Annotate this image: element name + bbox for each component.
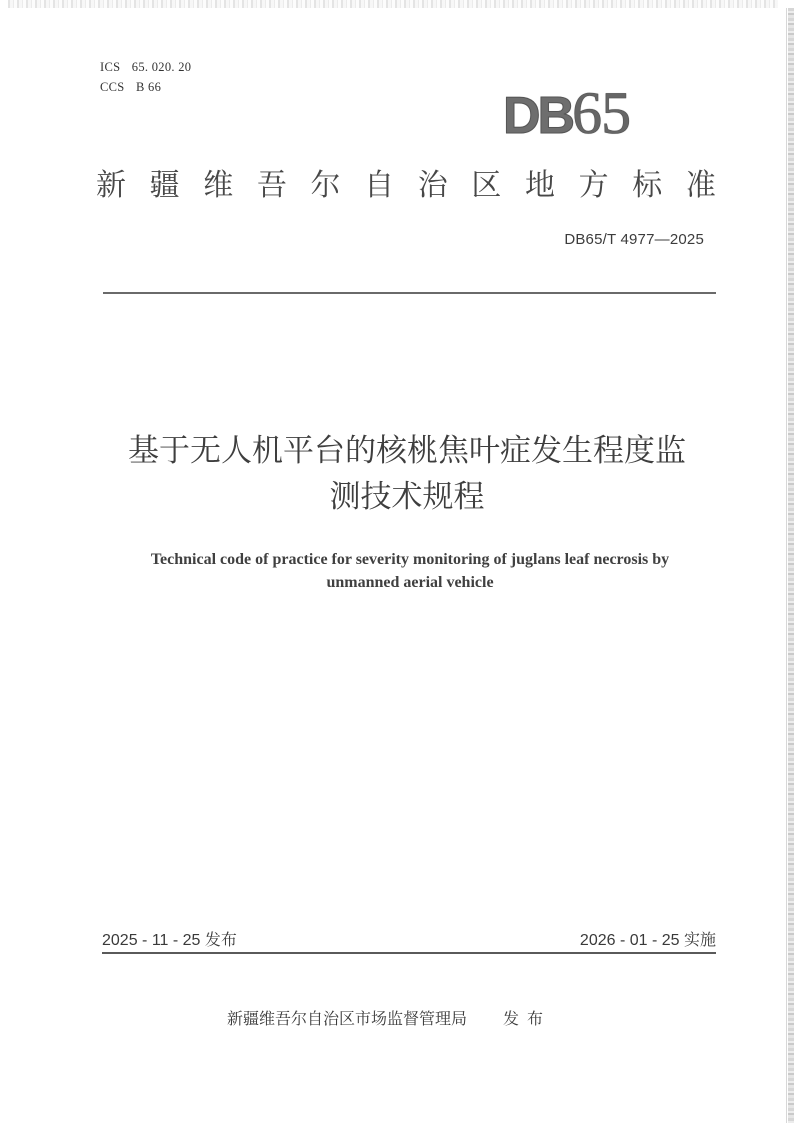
scan-edge-right-line bbox=[786, 8, 787, 1123]
publisher-name: 新疆维吾尔自治区市场监督管理局 bbox=[227, 1009, 468, 1028]
heading-char: 维 bbox=[203, 168, 234, 203]
title-english-line-1: Technical code of practice for severity monitoring of juglans leaf necrosis by bbox=[150, 551, 670, 568]
ccs-code: B 66 bbox=[135, 80, 162, 94]
scan-edge-right bbox=[788, 8, 794, 1123]
issue-date: 2025 - 11 - 25 发布 bbox=[102, 932, 237, 949]
scan-edge-top bbox=[8, 0, 778, 8]
standard-number: DB65/T 4977—2025 bbox=[564, 231, 704, 248]
document-title-chinese bbox=[97, 428, 717, 520]
divider-top bbox=[103, 292, 716, 294]
title-chinese-line-1: 基于无人机平台的核桃焦叶症发生程度监 bbox=[128, 433, 686, 469]
standard-type-heading bbox=[96, 166, 716, 206]
ccs-row bbox=[100, 77, 191, 97]
publisher-line bbox=[227, 1008, 551, 1030]
publisher-action: 发布 bbox=[503, 1009, 552, 1028]
ccs-label: CCS bbox=[100, 80, 125, 94]
ics-label: ICS bbox=[100, 60, 121, 74]
title-chinese-line-2: 测技术规程 bbox=[329, 479, 485, 515]
implementation-date: 2026 - 01 - 25 实施 bbox=[579, 932, 716, 949]
heading-char: 地 bbox=[525, 168, 555, 203]
heading-char: 自 bbox=[364, 168, 395, 203]
dates-row bbox=[102, 931, 716, 951]
ics-code: 65. 020. 20 bbox=[131, 60, 192, 74]
classification-codes bbox=[100, 57, 191, 97]
heading-char: 新 bbox=[96, 168, 126, 203]
logo-prefix: DB bbox=[503, 87, 573, 145]
heading-char: 区 bbox=[471, 168, 502, 203]
heading-char: 方 bbox=[578, 168, 609, 203]
heading-char: 尔 bbox=[310, 168, 341, 203]
divider-bottom bbox=[102, 952, 716, 954]
heading-char: 标 bbox=[632, 168, 663, 203]
heading-char: 准 bbox=[685, 168, 716, 203]
document-title-english bbox=[100, 548, 720, 594]
heading-char: 治 bbox=[417, 168, 448, 203]
logo-number: 65 bbox=[572, 80, 631, 146]
title-english-line-2: unmanned aerial vehicle bbox=[326, 574, 494, 591]
ics-row bbox=[100, 57, 191, 77]
heading-char: 疆 bbox=[149, 168, 180, 203]
db65-logo bbox=[503, 80, 673, 146]
heading-char: 吾 bbox=[256, 168, 287, 203]
